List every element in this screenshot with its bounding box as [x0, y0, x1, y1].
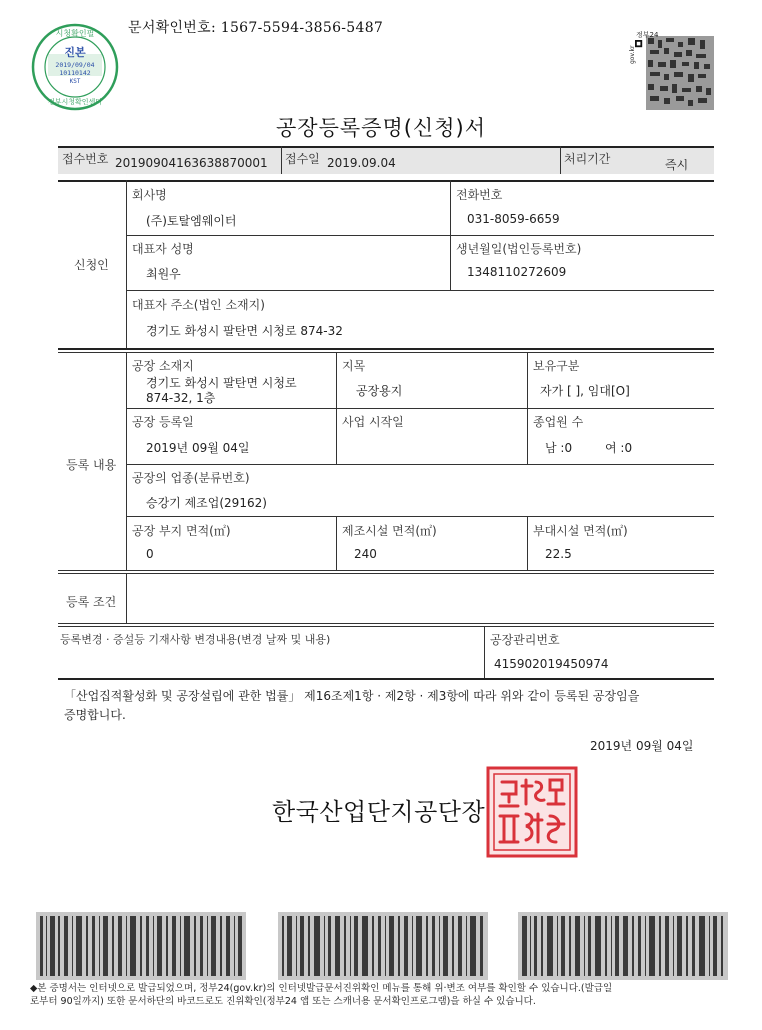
- site-area-value: 0: [146, 547, 154, 561]
- receipt-date-value: 2019.09.04: [327, 156, 396, 170]
- receipt-date-label: 접수일: [285, 152, 320, 166]
- phone-label: 전화번호: [456, 188, 503, 202]
- divider: [484, 626, 485, 678]
- employees-male: 남 :0: [545, 441, 573, 455]
- section-border: [58, 570, 714, 571]
- mfg-area-label: 제조시설 면적(㎡): [342, 524, 437, 538]
- employees-label: 종업원 수: [533, 415, 584, 429]
- mfg-area-value: 240: [354, 547, 377, 561]
- section-border: [58, 348, 714, 350]
- document-confirmation-number: [128, 17, 383, 37]
- doc-number-value: 1567-5594-3856-5487: [220, 20, 384, 36]
- issue-date: 2019년 09월 04일: [590, 739, 694, 753]
- official-red-stamp-icon: [484, 764, 580, 860]
- barcode-icon: [518, 912, 728, 980]
- processing-period-value: 즉시: [665, 158, 689, 172]
- seal-time-text: 10110142: [59, 69, 91, 77]
- phone-value: 031-8059-6659: [467, 212, 560, 226]
- divider: [281, 146, 282, 174]
- processing-period-label: 처리기간: [564, 152, 611, 166]
- doc-number-label: 문서확인번호:: [128, 20, 216, 36]
- company-name-value: (주)토탈엠웨이터: [146, 214, 237, 228]
- representative-label: 대표자 성명: [132, 242, 194, 256]
- section-border: [58, 626, 714, 627]
- address-value: 경기도 화성시 팔탄면 시청로 874-32: [146, 324, 343, 338]
- site-area-label: 공장 부지 면적(㎡): [132, 524, 231, 538]
- footnote-line-2: 로부터 90일까지) 또한 문서하단의 바코드로도 진위확인(정부24 앱 또는 스캐너용 문서확인프로그램)을 하실 수 있습니다.: [30, 996, 536, 1007]
- receipt-number-label: 접수번호: [62, 152, 109, 166]
- divider: [126, 573, 127, 623]
- section-border: [58, 573, 714, 574]
- qr-side-text: gov.kr: [629, 45, 636, 64]
- registration-date-value: 2019년 09월 04일: [146, 441, 250, 455]
- business-start-label: 사업 시작일: [342, 415, 404, 429]
- receipt-number-value: 20190904163638870001: [115, 156, 268, 170]
- address-label: 대표자 주소(법인 소재지): [132, 298, 265, 312]
- verification-qr-code-icon: [629, 28, 716, 112]
- document-title: 공장등록증명(신청)서: [276, 116, 486, 140]
- factory-location-line2: 874-32, 1층: [146, 391, 216, 405]
- industry-label: 공장의 업종(분류번호): [132, 471, 250, 485]
- row-border: [126, 516, 714, 517]
- land-category-label: 지목: [342, 359, 366, 373]
- factory-location-label: 공장 소재지: [132, 359, 194, 373]
- divider: [126, 352, 127, 570]
- registration-section-label: 등록 내용: [66, 458, 117, 472]
- row-border: [126, 408, 714, 409]
- seal-bottom-text: 정부시청확인센터: [47, 98, 103, 106]
- ownership-value: 자가 [ ], 임대[O]: [540, 384, 630, 398]
- aux-area-label: 부대시설 면적(㎡): [533, 524, 628, 538]
- industry-value: 승강기 제조업(29162): [146, 496, 267, 510]
- land-category-value: 공장용지: [356, 384, 403, 398]
- barcode-icon: [278, 912, 488, 980]
- changes-label: 등록변경 · 증설등 기재사항 변경내용(변경 날짜 및 내용): [60, 633, 331, 646]
- table-bottom-border: [58, 678, 714, 680]
- seal-mid-text: 진본: [64, 46, 86, 59]
- aux-area-value: 22.5: [545, 547, 572, 561]
- barcode-icon: [36, 912, 246, 980]
- management-number-label: 공장관리번호: [490, 633, 560, 647]
- registration-date-label: 공장 등록일: [132, 415, 194, 429]
- authenticity-seal-icon: [30, 22, 120, 112]
- divider: [527, 516, 528, 570]
- statement-line-2: 증명합니다.: [64, 708, 126, 722]
- section-border: [58, 623, 714, 624]
- certification-statement: [64, 687, 724, 725]
- seal-date-text: 2019/09/04: [55, 61, 95, 69]
- birth-label: 생년월일(법인등록번호): [456, 242, 582, 256]
- table-top-border: [58, 146, 714, 148]
- row-border: [126, 464, 714, 465]
- divider: [126, 180, 127, 348]
- section-border: [58, 352, 714, 353]
- issuer-name: 한국산업단지공단장: [272, 798, 486, 826]
- row-border: [126, 290, 714, 291]
- section-border: [58, 180, 714, 182]
- management-number-value: 415902019450974: [494, 657, 609, 671]
- qr-label: 정부24: [636, 31, 659, 39]
- verification-footnote: [30, 982, 740, 1008]
- divider: [560, 146, 561, 174]
- applicant-section-label: 신청인: [74, 258, 109, 272]
- factory-location-line1: 경기도 화성시 팔탄면 시청로: [146, 376, 297, 390]
- employees-female: 여 :0: [605, 441, 633, 455]
- conditions-label: 등록 조건: [66, 595, 117, 609]
- footnote-line-1: ◆본 증명서는 인터넷으로 발급되었으며, 정부24(gov.kr)의 인터넷발급문서진위확인 메뉴를 통해 위·변조 여부를 확인할 수 있습니다.(발급일: [30, 983, 613, 994]
- row-border: [126, 235, 714, 236]
- divider: [336, 516, 337, 570]
- statement-line-1: 「산업집적활성화 및 공장설립에 관한 법률」 제16조제1항 · 제2항 · 제3항에 따라 위와 같이 등록된 공장임을: [64, 689, 640, 703]
- seal-code-text: KST: [69, 78, 81, 85]
- seal-top-text: 시청확인필: [55, 29, 95, 38]
- representative-value: 최원우: [146, 267, 181, 281]
- birth-value: 1348110272609: [467, 265, 567, 279]
- company-name-label: 회사명: [132, 188, 167, 202]
- ownership-label: 보유구분: [533, 359, 580, 373]
